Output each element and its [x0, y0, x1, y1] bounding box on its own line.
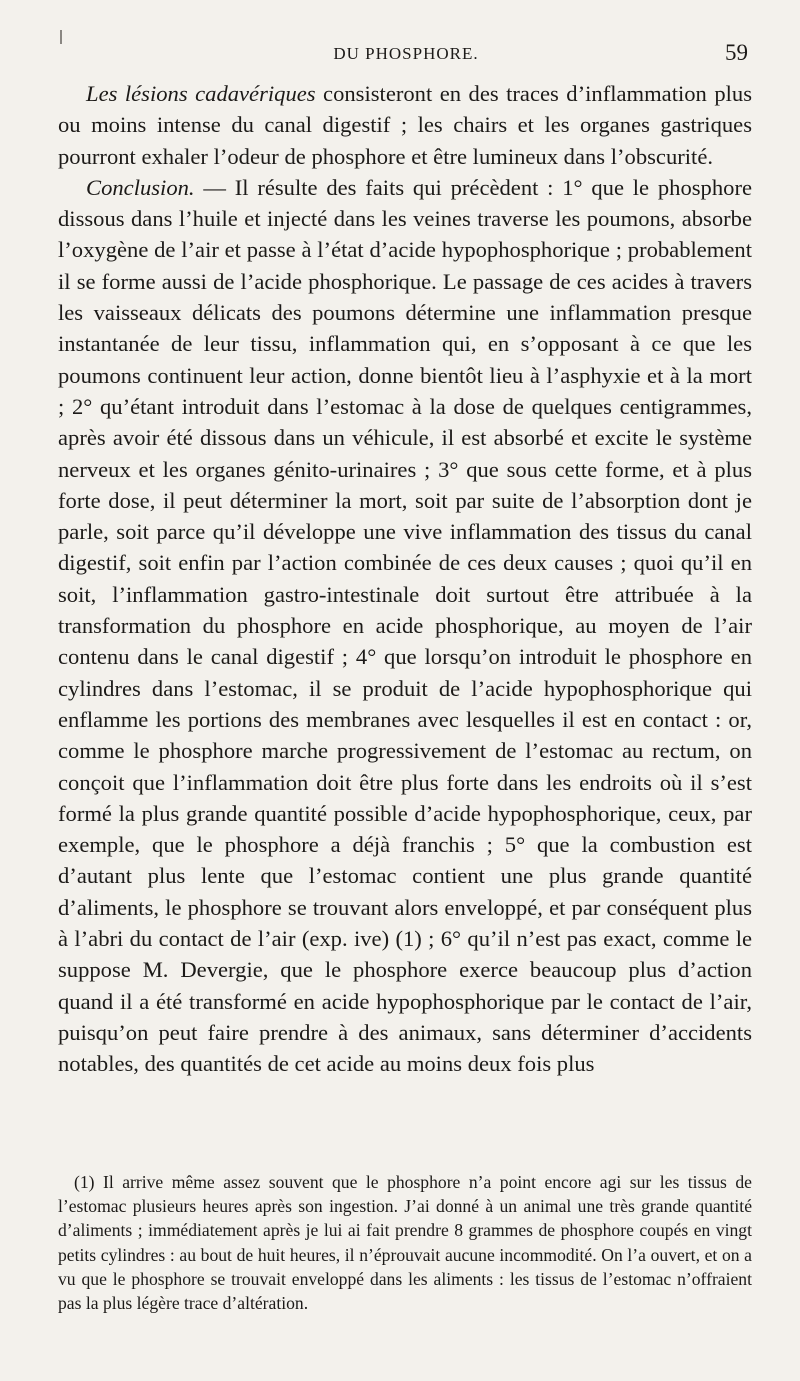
paragraph-text: consisteront en des traces d’inflammation plus ou moins intense du canal digestif ; les chairs et les organes gastriques pourront exhaler l’odeur de phosphore et être lumineux dans l’obscurité.	[58, 81, 752, 169]
footnote: (1) Il arrive même assez souvent que le phosphore n’a point encore agi sur les tissus de l’estomac plusieurs heures après son ingestion. J’ai donné à un animal une très grande quantité d’aliments ; immédiatement après je lui ai fait prendre 8 grammes de phosphore coupés en vingt petits cylindres : au bout de huit heures, il n’éprouvait aucune incommodité. On l’a ouvert, et on a vu que le phosphore se trouvait enveloppé dans les aliments : les tissus de l’estomac n’offraient pas la plus légère trace d’altération.	[58, 1172, 752, 1314]
page-number: 59	[725, 40, 748, 65]
paragraph-conclusion	[58, 172, 752, 1080]
footnotes	[58, 1170, 752, 1315]
run-in-heading-conclusion: Conclusion.	[86, 174, 195, 200]
paragraph-lesions	[58, 78, 752, 172]
running-header	[58, 40, 754, 74]
run-in-heading-lesions: Les lésions cadavériques	[86, 81, 316, 106]
main-text	[58, 78, 752, 1080]
running-title: DU PHOSPHORE.	[333, 44, 479, 63]
paragraph-text: — Il résulte des faits qui précèdent : 1° que le phosphore dissous dans l’huile et injecté dans les veines traverse les poumons, absorbe l’oxygène de l’air et passe à l’état d’acide hypophosphorique ; probablement il se forme aussi de l’acide phosphorique. Le passage de ces acides à travers les vaisseaux délicats des poumons détermine une inflammation presque instantanée de leur tissu, inflammation qui, en s’opposant à ce que les poumons continuent leur action, donne bientôt lieu à l’asphyxie et à la mort ; 2° qu’étant introduit dans l’estomac à la dose de quelques centigrammes, après avoir été dissous dans un véhicule, il est absorbé et excite le système nerveux et les organes génito-urinaires ; 3° que sous cette forme, et à plus forte dose, il peut déterminer la mort, soit par suite de l’absorption dont je parle, soit parce qu’il développe une vive inflammation des tissus du canal digestif, soit enfin par l’action combinée de ces deux causes ; quoi qu’il en soit, l’inflammation gastro-intestinale doit surtout être attribuée à la transformation du phosphore en acide phosphorique, au moyen de l’air contenu dans le canal digestif ; 4° que lorsqu’on introduit le phosphore en cylindres dans l’estomac, il se produit de l’acide hypophosphorique qui enflamme les portions des membranes avec lesquelles il est en contact : or, comme le phosphore marche progressivement de l’estomac au rectum, on conçoit que l’inflammation doit être plus forte dans les endroits où il s’est formé la plus grande quantité possible d’acide hypophosphorique, ceux, par exemple, que le phosphore a déjà franchis ; 5° que la combustion est d’autant plus lente que l’estomac contient une plus grande quantité d’aliments, le phosphore se trouvant alors enveloppé, et par conséquent plus à l’abri du contact de l’air (exp. ive) (1) ; 6° qu’il n’est pas exact, comme le suppose M. Devergie, que le phosphore exerce beaucoup plus d’action quand il a été transformé en acide hypophosphorique par le contact de l’air, puisqu’on peut faire prendre à des animaux, sans déterminer d’accidents notables, des quantités de cet acide au moins deux fois plus	[58, 174, 752, 1077]
